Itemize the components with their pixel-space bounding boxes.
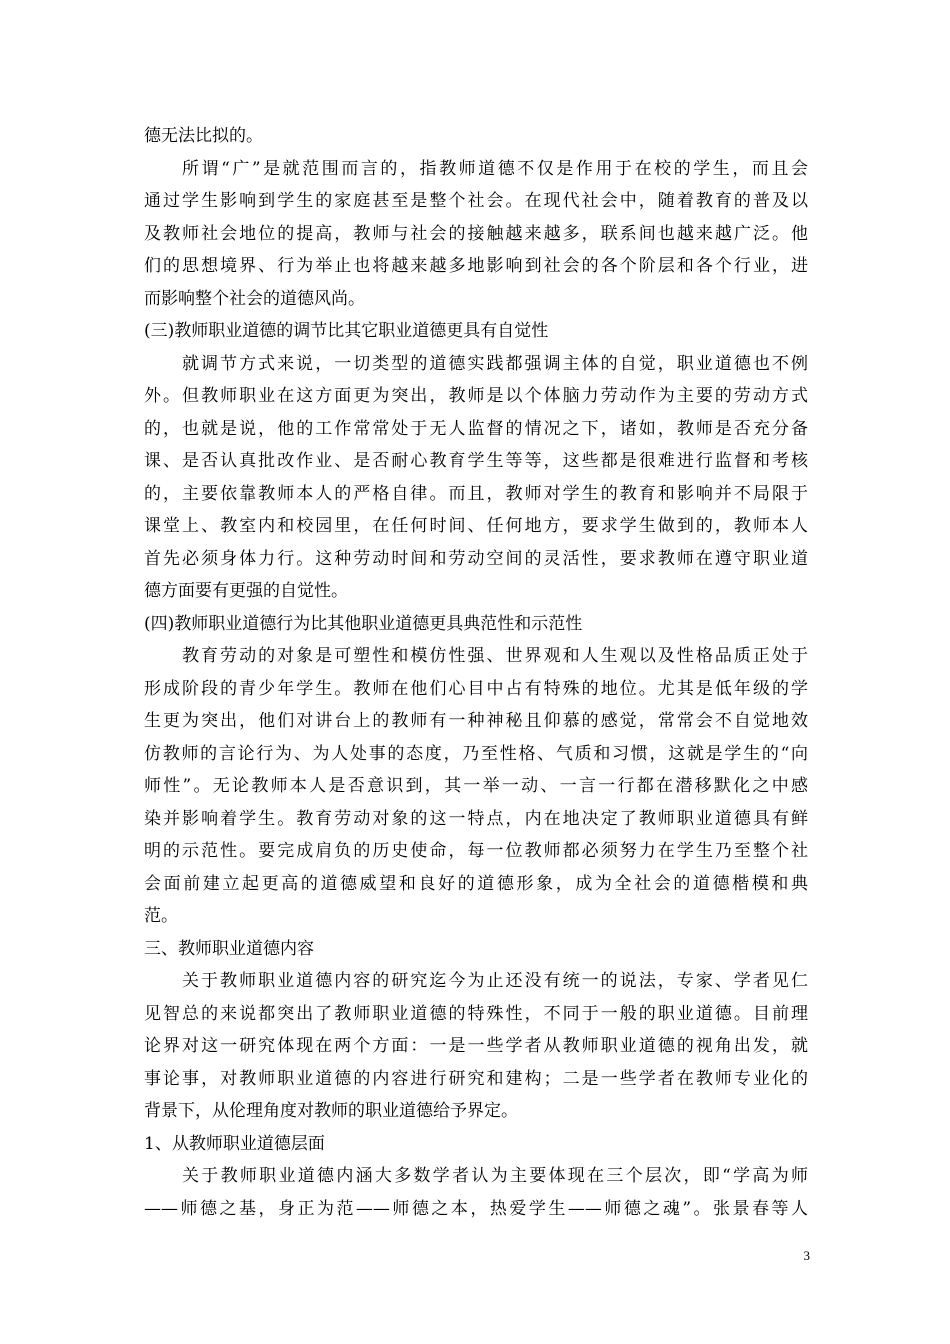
- text-line: 所谓“广”是就范围而言的，指教师道德不仅是作用于在校的学生，而且会: [182, 158, 808, 179]
- text-line: 师性”。无论教师本人是否意识到，其一举一动、一言一行都在潜移默化之中感: [144, 776, 808, 796]
- text-line: 教育劳动的对象是可塑性和模仿性强、世界观和人生观以及性格品质正处于: [182, 646, 808, 666]
- text-line: 仿教师的言论行为、为人处事的态度，乃至性格、气质和习惯，这就是学生的“向: [144, 743, 808, 764]
- text-line: 课堂上、教室内和校园里，在任何时间、任何地方，要求学生做到的，教师本人: [144, 516, 808, 536]
- text-line: 的，也就是说，他的工作常常处于无人监督的情况之下，诸如，教师是否充分备: [144, 418, 808, 439]
- text-line: 德无法比拟的。: [144, 126, 263, 146]
- text-line: 生更为突出，他们对讲台上的教师有一种神秘且仰慕的感觉，常常会不自觉地效: [144, 711, 808, 731]
- text-line: 通过学生影响到学生的家庭甚至是整个社会。在现代社会中，随着教育的普及以: [144, 191, 808, 211]
- text-line: 论界对这一研究体现在两个方面：一是一些学者从教师职业道德的视角出发，就: [144, 1036, 808, 1056]
- text-line: 关于教师职业道德内容的研究迄今为止还没有统一的说法，专家、学者见仁: [182, 971, 808, 991]
- text-line: 德方面要有更强的自觉性。: [144, 581, 348, 601]
- text-line: 的，主要依靠教师本人的严格自律。而且，教师对学生的教育和影响并不局限于: [144, 483, 808, 504]
- text-line: 外。但教师职业在这方面更为突出，教师是以个体脑力劳动作为主要的劳动方式: [144, 386, 808, 406]
- section-heading: (四)教师职业道德行为比其他职业道德更具典范性和示范性: [144, 613, 583, 634]
- page-number: 3: [803, 1248, 810, 1263]
- text-line: 范。: [144, 906, 178, 926]
- text-line: 就调节方式来说，一切类型的道德实践都强调主体的自觉，职业道德也不例: [182, 353, 808, 374]
- section-heading: 1、从教师职业道德层面: [144, 1133, 325, 1154]
- section-heading: 三、教师职业道德内容: [144, 938, 314, 959]
- text-line: 见智总的来说都突出了教师职业道德的特殊性，不同于一般的职业道德。目前理: [144, 1003, 808, 1024]
- text-line: 而影响整个社会的道德风尚。: [144, 288, 365, 309]
- body-text: [144, 120, 808, 1225]
- text-line: 染并影响着学生。教育劳动对象的这一特点，内在地决定了教师职业道德具有鲜: [144, 808, 808, 829]
- text-line: 课、是否认真批改作业、是否耐心教育学生等等，这些都是很难进行监督和考核: [144, 451, 808, 471]
- text-line: 会面前建立起更高的道德威望和良好的道德形象，成为全社会的道德楷模和典: [144, 873, 808, 894]
- text-line: 及教师社会地位的提高，教师与社会的接触越来越多，联系间也越来越广泛。他: [144, 223, 808, 244]
- text-line: ——师德之基，身正为范——师德之本，热爱学生——师德之魂”。张景春等人: [144, 1198, 808, 1219]
- text-line: 形成阶段的青少年学生。教师在他们心目中占有特殊的地位。尤其是低年级的学: [144, 678, 808, 699]
- text-line: 明的示范性。要完成肩负的历史使命，每一位教师都必须努力在学生乃至整个社: [144, 841, 808, 861]
- text-line: 们的思想境界、行为举止也将越来越多地影响到社会的各个阶层和各个行业，进: [144, 256, 808, 276]
- text-line: 事论事，对教师职业道德的内容进行研究和建构；二是一些学者在教师专业化的: [144, 1068, 808, 1089]
- text-line: 首先必须身体力行。这种劳动时间和劳动空间的灵活性，要求教师在遵守职业道: [144, 548, 808, 569]
- text-line: 背景下，从伦理角度对教师的职业道德给予界定。: [144, 1101, 518, 1121]
- section-heading: (三)教师职业道德的调节比其它职业道德更具有自觉性: [144, 321, 549, 341]
- text-line: 关于教师职业道德内涵大多数学者认为主要体现在三个层次，即“学高为师: [182, 1166, 808, 1186]
